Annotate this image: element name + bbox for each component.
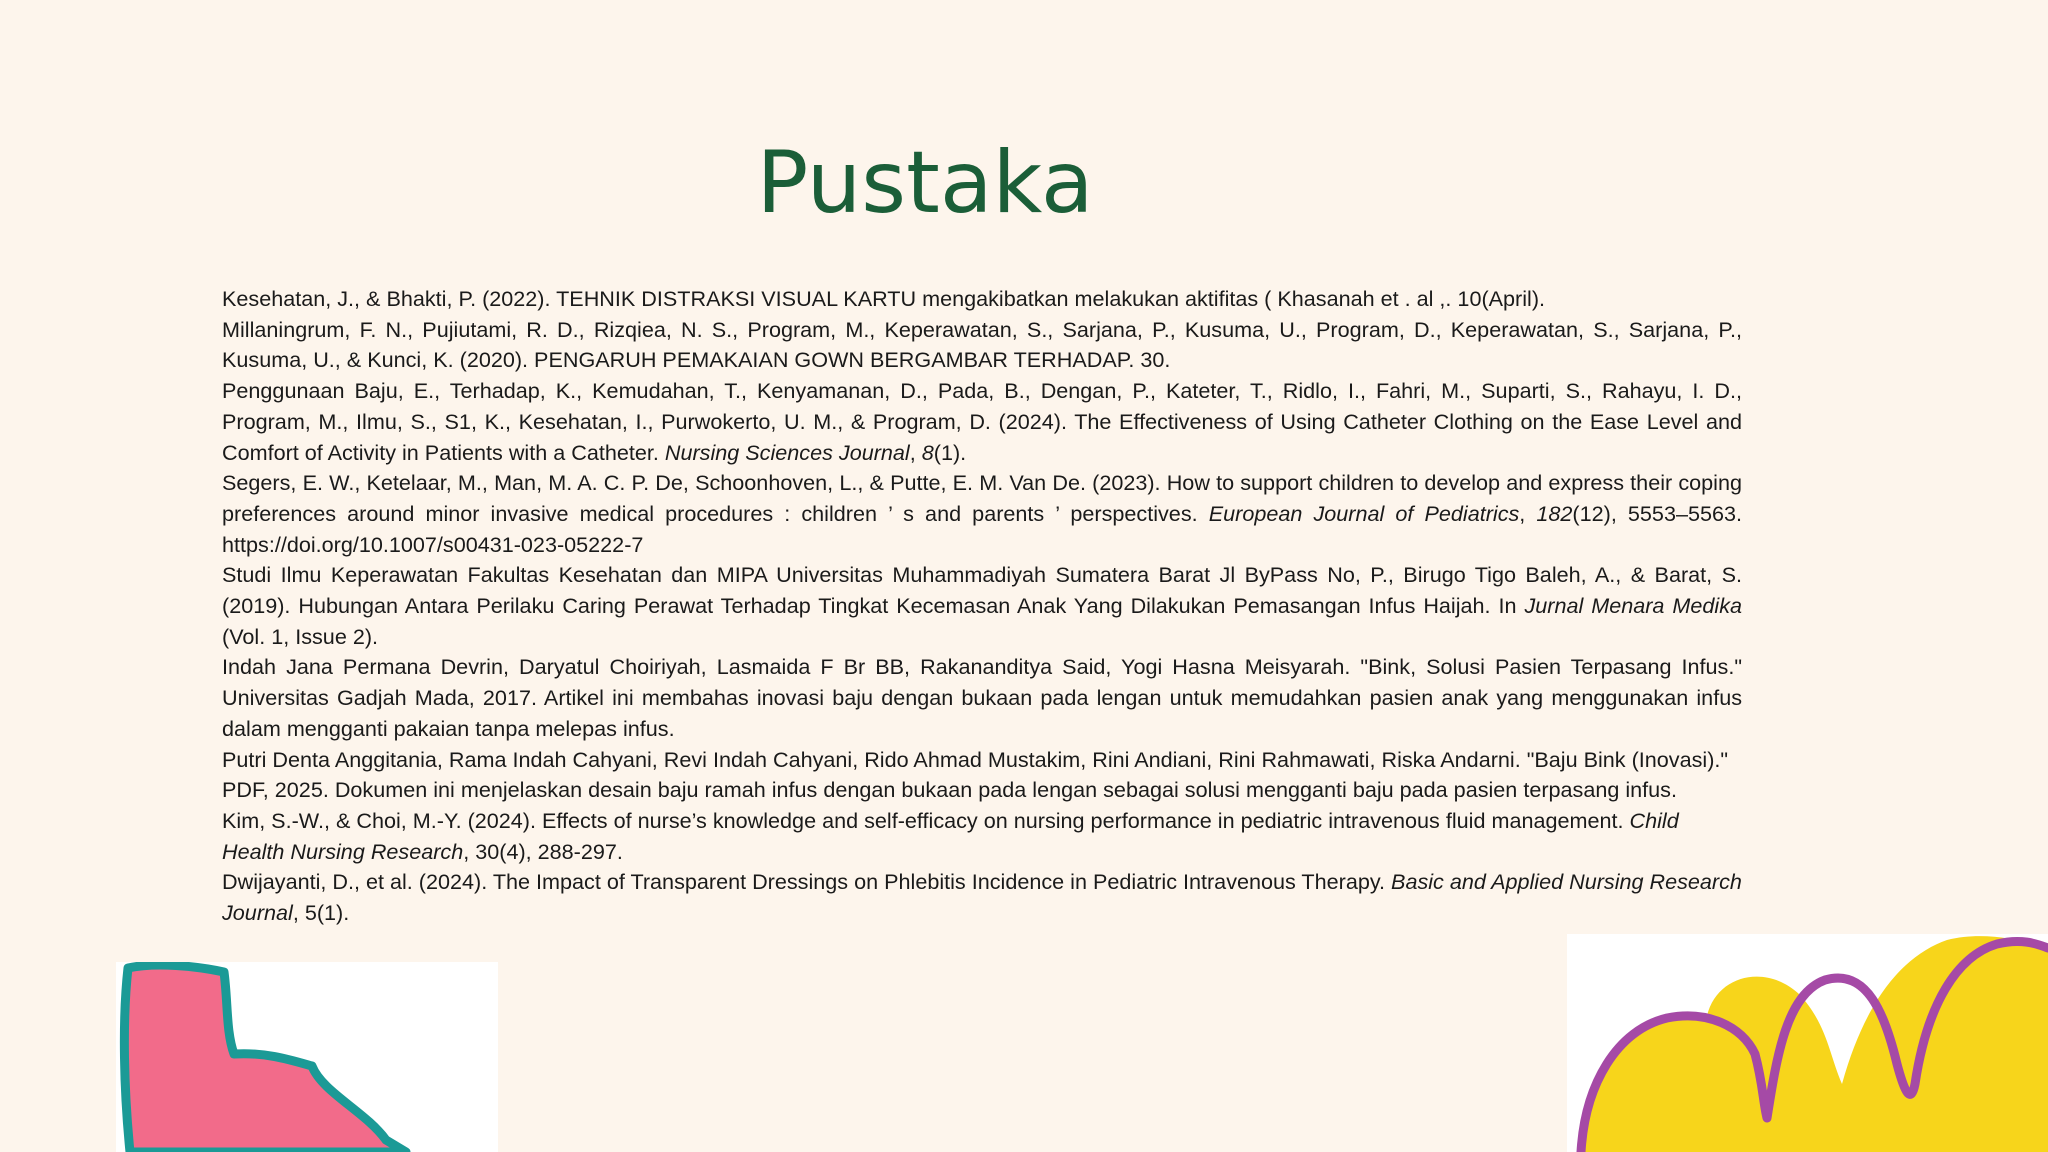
- reference-text: Kim, S.-W., & Choi, M.-Y. (2024). Effects of nurse’s knowledge and self-efficacy on nursing performance in pediatric intravenous fluid management.: [222, 807, 1630, 833]
- reference-italic-text: Basic and Applied Nursing Research Journal: [222, 869, 1742, 926]
- reference-text: (12), 5553–5563. https://doi.org/10.1007/s00431-023-05222-7: [222, 500, 1742, 557]
- reference-italic-text: European Journal of Pediatrics: [1208, 500, 1520, 526]
- slide-title: Pustaka: [756, 133, 1094, 233]
- reference-list: [222, 284, 1742, 929]
- reference-text: Penggunaan Baju, E., Terhadap, K., Kemudahan, T., Kenyamanan, D., Pada, B., Dengan, P., Kateter, T., Ridlo, I., Fahri, M., Suparti, S., Rahayu, I. D., Program, M., Ilmu, S., S1, K., Kesehatan, I., Purwokerto, U. M., & Program, D. (2024). The Effectiveness of Using Catheter Clothing on the Ease Level and Comfort of Activity in Patients with a Catheter.: [222, 378, 1742, 465]
- reference-text: ,: [1519, 500, 1537, 526]
- reference-entry: [222, 315, 1742, 376]
- reference-text: Kesehatan, J., & Bhakti, P. (2022). TEHNIK DISTRAKSI VISUAL KARTU mengakibatkan melakukan aktifitas ( Khasanah et . al ,. 10(April).: [222, 286, 1546, 311]
- reference-entry: [222, 867, 1742, 928]
- reference-text: , 5(1).: [292, 900, 350, 926]
- reference-italic-text: Child Health Nursing Research: [222, 807, 1679, 864]
- reference-entry: [222, 806, 1742, 867]
- reference-text: ,: [909, 439, 922, 465]
- reference-italic-text: Nursing Sciences Journal: [664, 439, 910, 465]
- reference-italic-text: Jurnal Menara Medika: [1524, 593, 1742, 619]
- reference-text: (Vol. 1, Issue 2).: [222, 623, 379, 649]
- reference-text: Studi Ilmu Keperawatan Fakultas Kesehatan dan MIPA Universitas Muhammadiyah Sumatera Barat Jl ByPass No, P., Birugo Tigo Baleh, A., & Barat, S. (2019). Hubungan Antara Perilaku Caring Perawat Terhadap Tingkat Kecemasan Anak Yang Dilakukan Pemasangan Infus Haijah. In: [222, 562, 1742, 619]
- reference-text: Segers, E. W., Ketelaar, M., Man, M. A. C. P. De, Schoonhoven, L., & Putte, E. M. Van De. (2023). How to support children to develop and express their coping preferences around minor invasive medical procedures : children ’ s and parents ’ perspectives.: [222, 470, 1742, 526]
- reference-text: (1).: [933, 439, 967, 465]
- reference-text: , 30(4), 288-297.: [463, 838, 623, 864]
- reference-entry: [222, 745, 1742, 806]
- reference-text: Putri Denta Anggitania, Rama Indah Cahyani, Revi Indah Cahyani, Rido Ahmad Mustakim, Rini Andiani, Rini Rahmawati, Riska Andarni. "Baju Bink (Inovasi)." PDF, 2025. Dokumen ini menjelaskan desain baju ramah infus dengan bukaan pada lengan sebagai solusi mengganti baju pada pasien terpasang infus.: [222, 746, 1729, 803]
- reference-italic-text: 182: [1536, 500, 1573, 526]
- reference-entry: [222, 376, 1742, 468]
- pink-zigzag-shape-icon: [116, 962, 498, 1152]
- reference-italic-text: 8: [921, 439, 934, 465]
- reference-text: Dwijayanti, D., et al. (2024). The Impact of Transparent Dressings on Phlebitis Incidence in Pediatric Intravenous Therapy.: [222, 869, 1392, 895]
- yellow-scalloped-shape-icon: [1567, 934, 2048, 1152]
- reference-entry: [222, 284, 1742, 315]
- reference-entry: [222, 652, 1742, 744]
- reference-text: Millaningrum, F. N., Pujiutami, R. D., Rizqiea, N. S., Program, M., Keperawatan, S., Sarjana, P., Kusuma, U., Program, D., Keperawatan, S., Sarjana, P., Kusuma, U., & Kunci, K. (2020). PENGARUH PEMAKAIAN GOWN BERGAMBAR TERHADAP. 30.: [222, 316, 1742, 373]
- reference-entry: [222, 468, 1742, 560]
- reference-entry: [222, 560, 1742, 652]
- reference-text: Indah Jana Permana Devrin, Daryatul Choiriyah, Lasmaida F Br BB, Rakananditya Said, Yogi Hasna Meisyarah. "Bink, Solusi Pasien Terpasang Infus." Universitas Gadjah Mada, 2017. Artikel ini membahas inovasi baju dengan bukaan pada lengan untuk memudahkan pasien anak yang menggunakan infus dalam mengganti pakaian tanpa melepas infus.: [222, 654, 1742, 741]
